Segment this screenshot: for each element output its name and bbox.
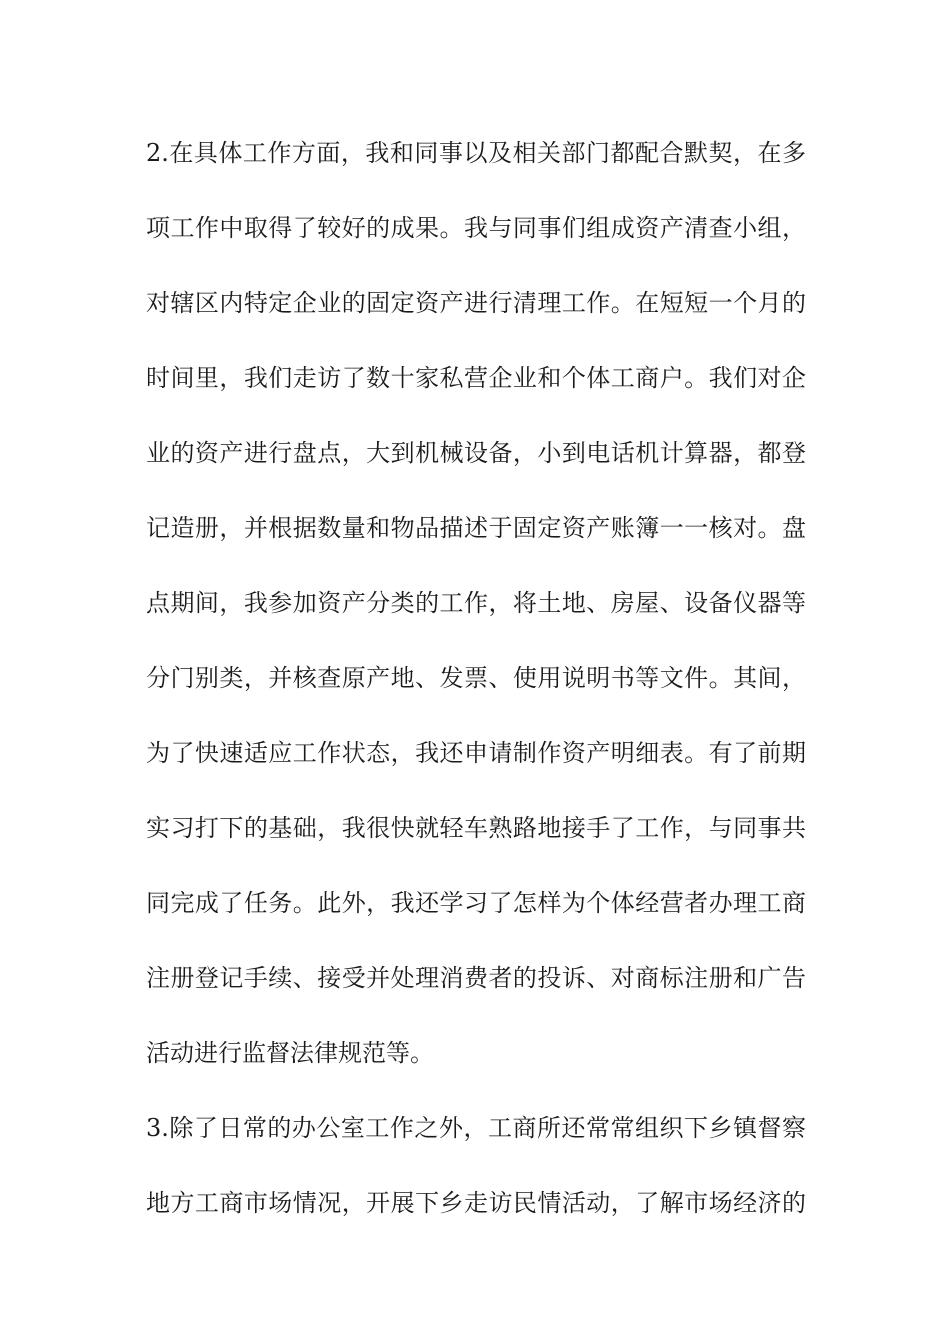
paragraph-2-line-5: 业的资产进行盘点，大到机械设备，小到电话机计算器，都登 [146, 439, 806, 467]
paragraph-2-line-3: 对辖区内特定企业的固定资产进行清理工作。在短短一个月的 [146, 289, 806, 317]
paragraph-3-line-1: 3.除了日常的办公室工作之外，工商所还常常组织下乡镇督察 [146, 1114, 806, 1142]
paragraph-2-line-9: 为了快速适应工作状态，我还申请制作资产明细表。有了前期 [146, 739, 806, 767]
paragraph-3-line-2: 地方工商市场情况，开展下乡走访民情活动，了解市场经济的 [146, 1189, 806, 1217]
paragraph-2-line-11: 同完成了任务。此外，我还学习了怎样为个体经营者办理工商 [146, 889, 806, 917]
paragraph-2-line-8: 分门别类，并核查原产地、发票、使用说明书等文件。其间， [146, 664, 806, 692]
paragraph-2-line-4: 时间里，我们走访了数十家私营企业和个体工商户。我们对企 [146, 364, 806, 392]
paragraph-2-line-2: 项工作中取得了较好的成果。我与同事们组成资产清查小组， [146, 214, 806, 242]
paragraph-2-line-12: 注册登记手续、接受并处理消费者的投诉、对商标注册和广告 [146, 964, 806, 992]
paragraph-2-line-7: 点期间，我参加资产分类的工作，将土地、房屋、设备仪器等 [146, 589, 806, 617]
paragraph-2-line-6: 记造册，并根据数量和物品描述于固定资产账簿一一核对。盘 [146, 514, 806, 542]
paragraph-2-line-10: 实习打下的基础，我很快就轻车熟路地接手了工作，与同事共 [146, 814, 806, 842]
paragraph-2-line-1: 2.在具体工作方面，我和同事以及相关部门都配合默契，在多 [146, 139, 806, 167]
paragraph-2-line-13: 活动进行监督法律规范等。 [146, 1039, 434, 1067]
